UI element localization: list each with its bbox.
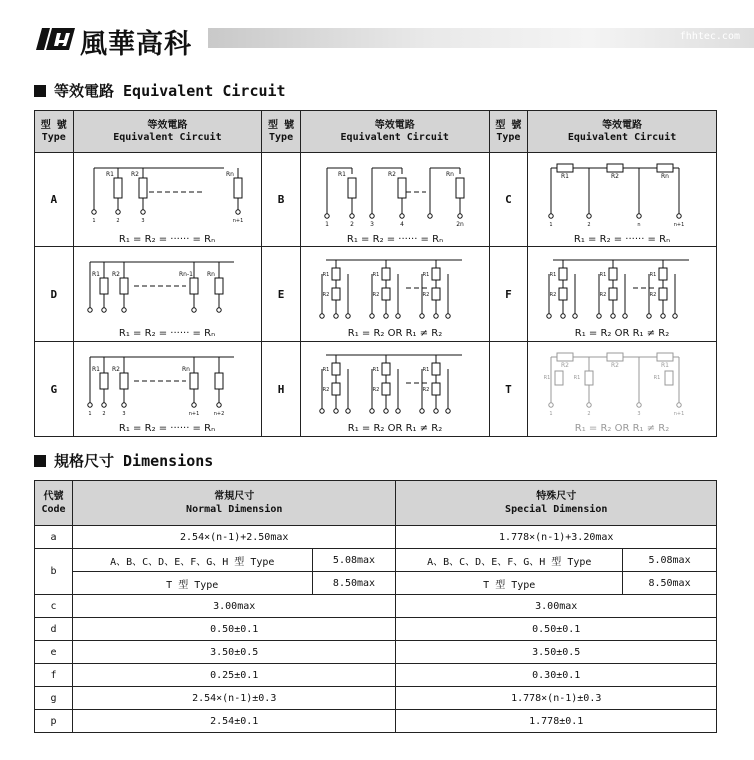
circuit-label: R2 [112,366,121,373]
circuit-cell-A [73,153,262,247]
resistor-icon [139,178,147,198]
circuit-label: R2 [131,170,140,178]
circuit-label: R2 [372,387,380,393]
circuit-diagram-A [74,154,260,246]
special-cell: 0.30±0.1 [396,664,717,687]
pin-icon [122,403,126,407]
code-cell: p [35,710,73,733]
resistor-icon [609,268,617,280]
type-header: 型 號 Type [489,111,528,153]
circuit-label: 4 [399,220,404,228]
circuit-cell-G [73,342,262,437]
circuit-label: R1 [422,367,430,373]
circuit-label: R1 [561,172,570,180]
pin-icon [116,209,120,213]
circuit-label: R₁ = R₂ = ······ = Rₙ [573,233,671,245]
circuit-label: R2 [322,387,330,393]
circuit-label: R2 [422,292,430,298]
pin-icon [647,314,651,318]
special-type-label: A、B、C、D、E、F、G、H 型 Type [396,549,623,572]
special-cell: 1.778×(n-1)±0.3 [396,687,717,710]
pin-icon [320,409,324,413]
normal-cell: 2.54±0.1 [72,710,395,733]
resistor-icon [100,373,108,389]
header [0,22,754,60]
normal-type-value: 8.50max [312,572,396,595]
circuit-cell-D [73,247,262,342]
resistor-icon [120,373,128,389]
type-header: 型 號 Type [35,111,74,153]
code-cell: g [35,687,73,710]
circuit-diagram-E [302,248,488,340]
circuit-label: Rn-1 [179,271,194,278]
type-label: G [35,342,74,437]
pin-icon [637,403,641,407]
pin-icon [384,314,388,318]
resistor-icon [659,288,667,300]
pin-icon [334,314,338,318]
resistor-icon [114,178,122,198]
pin-icon [396,314,400,318]
pin-icon [217,403,221,407]
resistor-icon [557,353,573,361]
circuit-label: R1 [92,366,101,373]
circuit-label: Rn [661,172,670,180]
resistor-icon [348,178,356,198]
resistor-icon [607,353,623,361]
circuit-label: R₁ = R₂ OR R₁ ≠ R₂ [574,423,670,434]
normal-cell: 0.25±0.1 [72,664,395,687]
circuit-label: n+1 [189,411,200,417]
circuit-label: R2 [112,271,121,278]
circuit-label: 3 [141,217,145,224]
pin-icon [370,409,374,413]
circuit-label: 2 [116,217,120,224]
circuit-label: R2 [611,362,620,369]
circuit-label: R1 [372,367,380,373]
circuit-label: 2 [587,411,591,417]
pin-icon [637,213,641,217]
circuit-diagram-G [74,343,260,435]
section-title-circuit: 等效電路 Equivalent Circuit [34,80,286,101]
circuit-label: R1 [92,271,101,278]
circuit-label: R1 [649,272,657,278]
code-cell: f [35,664,73,687]
circuit-header: 等效電路 Equivalent Circuit [73,111,262,153]
normal-cell: 2.54×(n-1)±0.3 [72,687,395,710]
circuit-label: R1 [422,272,430,278]
type-label: H [262,342,301,437]
type-header: 型 號 Type [262,111,301,153]
circuit-label: 1 [549,221,553,228]
pin-icon [434,314,438,318]
pin-icon [384,409,388,413]
resistor-icon [332,383,340,395]
special-type-value: 5.08max [623,549,717,572]
pin-icon [428,213,432,217]
circuit-label: 2 [102,411,106,417]
pin-icon [370,314,374,318]
circuit-label: 1 [549,411,553,417]
pin-icon [320,314,324,318]
circuit-label: R2 [649,292,657,298]
code-cell: c [35,595,73,618]
pin-icon [88,403,92,407]
resistor-icon [559,288,567,300]
code-cell: a [35,526,73,549]
circuit-label: n+1 [233,217,244,224]
code-header: 代號 Code [35,481,73,526]
resistor-icon [555,371,563,385]
circuit-label: R1 [543,375,551,381]
resistor-icon [609,288,617,300]
circuit-label: 2 [587,221,591,228]
circuit-diagram-D [74,248,260,340]
pin-icon [141,209,145,213]
circuit-label: R₁ = R₂ = ······ = Rₙ [119,233,216,245]
resistor-icon [190,278,198,294]
resistor-icon [190,373,198,389]
circuit-label: R2 [611,172,620,180]
special-cell: 1.778±0.1 [396,710,717,733]
circuit-label: 3 [637,411,641,417]
pin-icon [677,213,681,217]
special-cell: 3.50±0.5 [396,641,717,664]
resistor-icon [332,363,340,375]
normal-cell: 2.54×(n-1)+2.50max [72,526,395,549]
circuit-header: 等效電路 Equivalent Circuit [528,111,717,153]
circuit-label: Rn [207,271,216,278]
circuit-label: R2 [422,387,430,393]
type-label: E [262,247,301,342]
special-header: 特殊尺寸 Special Dimension [396,481,717,526]
pin-icon [549,403,553,407]
circuit-header: 等效電路 Equivalent Circuit [300,111,489,153]
circuit-cell-H [300,342,489,437]
circuit-cell-C [528,153,717,247]
circuit-label: R₁ = R₂ OR R₁ ≠ R₂ [347,423,442,434]
header-bar [208,28,754,48]
resistor-icon [456,178,464,198]
normal-type-value: 5.08max [312,549,396,572]
resistor-icon [432,288,440,300]
resistor-icon [382,268,390,280]
circuit-diagram-B [302,154,488,246]
header-url: fhhtec.com [679,31,740,42]
circuit-diagram-H [302,343,488,435]
bullet-square-icon [34,455,46,467]
circuit-label: n+1 [673,411,685,417]
pin-icon [236,209,240,213]
circuit-cell-F [528,247,717,342]
pin-icon [587,403,591,407]
resistor-icon [215,278,223,294]
normal-cell: 0.50±0.1 [72,618,395,641]
special-type-label: T 型 Type [396,572,623,595]
pin-icon [346,409,350,413]
type-label: C [489,153,528,247]
pin-icon [661,314,665,318]
pin-icon [122,308,126,312]
circuit-diagram-F [529,248,715,340]
code-cell: e [35,641,73,664]
pin-icon [623,314,627,318]
pin-icon [458,213,462,217]
circuit-label: R2 [387,170,396,178]
resistor-icon [657,353,673,361]
pin-icon [561,314,565,318]
type-label: T [489,342,528,437]
pin-icon [587,213,591,217]
pin-icon [102,403,106,407]
circuit-label: R2 [322,292,330,298]
circuit-label: 1 [324,220,329,228]
circuit-label: R1 [322,272,330,278]
pin-icon [102,308,106,312]
resistor-icon [332,288,340,300]
section-title-dimensions: 規格尺寸 Dimensions [34,450,213,471]
normal-header: 常規尺寸 Normal Dimension [72,481,395,526]
circuit-label: R₁ = R₂ OR R₁ ≠ R₂ [574,328,670,339]
circuit-label: R1 [106,170,115,178]
resistor-icon [659,268,667,280]
special-cell: 3.00max [396,595,717,618]
normal-cell: 3.50±0.5 [72,641,395,664]
brand-name: 風華高科 [80,29,192,60]
circuit-label: n [637,221,641,228]
circuit-label: 1 [88,411,92,417]
pin-icon [346,314,350,318]
type-label: F [489,247,528,342]
normal-type-label: T 型 Type [72,572,312,595]
pin-icon [88,308,92,312]
resistor-icon [382,383,390,395]
pin-icon [420,409,424,413]
circuit-label: n+2 [214,411,225,417]
circuit-label: R1 [549,272,557,278]
circuit-label: R₁ = R₂ = ······ = Rₙ [119,328,216,339]
pin-icon [396,409,400,413]
pin-icon [547,314,551,318]
pin-icon [446,314,450,318]
pin-icon [597,314,601,318]
circuit-label: R1 [661,362,670,369]
pin-icon [434,409,438,413]
pin-icon [573,314,577,318]
special-cell: 1.778×(n-1)+3.20max [396,526,717,549]
pin-icon [677,403,681,407]
pin-icon [549,213,553,217]
circuit-label: R2 [372,292,380,298]
resistor-icon [120,278,128,294]
resistor-icon [100,278,108,294]
circuit-label: R2 [561,362,570,369]
circuit-label: 3 [369,220,374,228]
type-label: A [35,153,74,247]
resistor-icon [432,363,440,375]
resistor-icon [665,371,673,385]
circuit-label: R1 [599,272,607,278]
pin-icon [673,314,677,318]
circuit-label: 2n [455,220,464,228]
pin-icon [420,314,424,318]
circuit-label: R2 [549,292,557,298]
normal-cell: 3.00max [72,595,395,618]
resistor-icon [398,178,406,198]
circuit-label: R₁ = R₂ OR R₁ ≠ R₂ [347,328,442,339]
circuit-label: 3 [122,411,126,417]
pin-icon [400,213,404,217]
resistor-icon [382,363,390,375]
circuit-cell-T [528,342,717,437]
circuit-label: Rn [445,170,454,178]
type-label: D [35,247,74,342]
resistor-icon [557,164,573,172]
resistor-icon [607,164,623,172]
circuit-label: R1 [653,375,661,381]
resistor-icon [382,288,390,300]
code-cell: d [35,618,73,641]
pin-icon [334,409,338,413]
pin-icon [92,209,96,213]
resistor-icon [432,268,440,280]
circuit-label: R₁ = R₂ = ······ = Rₙ [346,233,443,245]
pin-icon [370,213,374,217]
pin-icon [192,308,196,312]
pin-icon [446,409,450,413]
circuit-cell-E [300,247,489,342]
circuit-diagram-T [529,343,715,435]
special-cell: 0.50±0.1 [396,618,717,641]
circuit-label: R1 [322,367,330,373]
resistor-icon [559,268,567,280]
pin-icon [217,308,221,312]
circuit-cell-B [300,153,489,247]
pin-icon [611,314,615,318]
circuit-label: R2 [599,292,607,298]
resistor-icon [234,178,242,198]
resistor-icon [432,383,440,395]
type-label: B [262,153,301,247]
normal-type-label: A、B、C、D、E、F、G、H 型 Type [72,549,312,572]
circuit-label: R1 [372,272,380,278]
resistor-icon [657,164,673,172]
circuit-label: 2 [349,220,354,228]
pin-icon [192,403,196,407]
company-logo-icon [36,26,76,52]
bullet-square-icon [34,85,46,97]
code-cell: b [35,549,73,595]
circuit-label: R₁ = R₂ = ······ = Rₙ [119,423,216,434]
circuit-table [34,110,717,437]
circuit-label: Rn [182,366,191,373]
circuit-label: Rn [226,170,235,178]
circuit-label: R1 [337,170,346,178]
pin-icon [350,213,354,217]
circuit-label: R1 [573,375,581,381]
circuit-diagram-C [529,154,715,246]
resistor-icon [585,371,593,385]
circuit-label: n+1 [673,221,685,228]
dimensions-table [34,480,717,733]
circuit-label: 1 [92,217,96,224]
resistor-icon [215,373,223,389]
resistor-icon [332,268,340,280]
special-type-value: 8.50max [623,572,717,595]
pin-icon [325,213,329,217]
